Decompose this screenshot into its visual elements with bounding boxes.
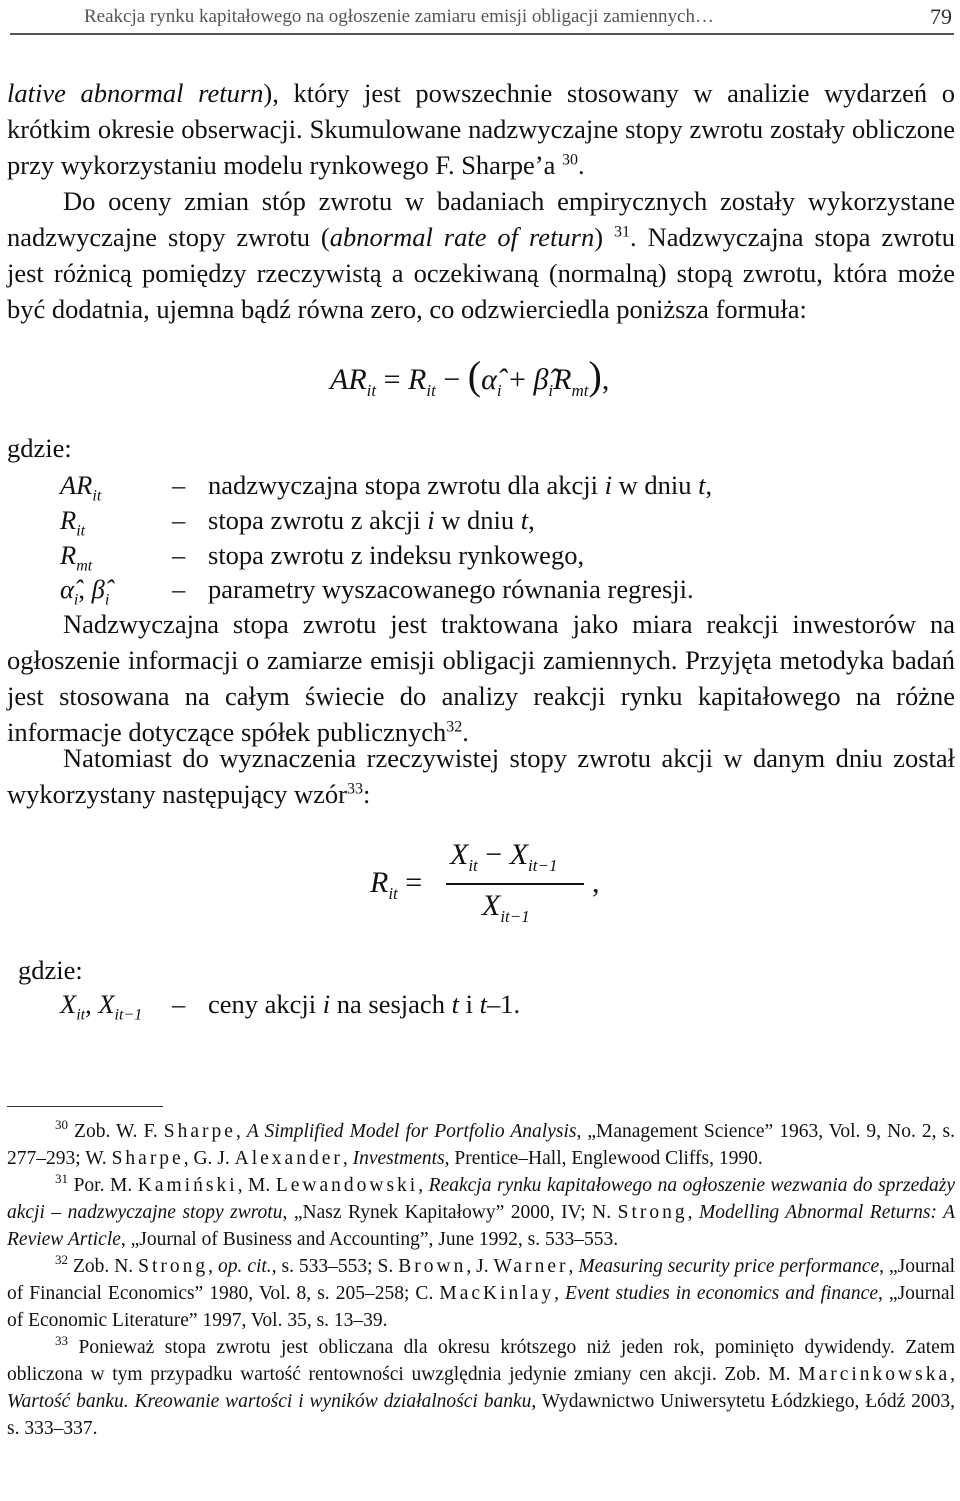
symbol-subscript: i xyxy=(73,591,79,609)
italic-term: lative abnormal return xyxy=(7,78,264,108)
footnote-text: Ponieważ stopa zwrotu jest obliczana dla okresu krótszego niż jeden rok, pominięto dywidendy. Zatem obliczona w tym przypadku wartość rentowności uwzględnia jedynie zmiany cen akcji. Zob. M. xyxy=(7,1337,956,1385)
formula-symbol: X xyxy=(509,838,529,871)
symbol-subscript: mt xyxy=(76,557,93,575)
author-name: Sharpe xyxy=(163,1121,236,1142)
footnote-text: Zob. W. F. xyxy=(74,1121,164,1142)
definition-dash: – xyxy=(172,989,186,1019)
body-paragraph-2 xyxy=(7,183,955,327)
footnote-text: , „Nasz Rynek Kapitałowy” 2000, IV; N. xyxy=(282,1202,618,1223)
paragraph-text: Nadzwyczajna stopa zwrotu jest traktowana jako miara reakcji inwestorów na ogłoszenie informacji o zamiarze emisji obligacji zamiennych. Przyjęta metodyka badań jest stosowana na całym świecie do analizy reakcji rynku kapitałowego na różne informacje dotyczące spółek publicznych xyxy=(7,609,955,747)
symbol-subscript: i xyxy=(104,591,110,609)
formula-comma xyxy=(592,866,600,900)
minus-sign: − xyxy=(485,838,503,871)
paragraph-text-end: . xyxy=(462,717,469,747)
fraction-bar xyxy=(446,883,584,885)
definition-text xyxy=(208,989,520,1020)
formula-subscript: it xyxy=(468,856,478,875)
footnote-text: , xyxy=(418,1175,429,1196)
symbol-subscript: it xyxy=(92,487,102,505)
footnote-number: 32 xyxy=(55,1252,68,1268)
fraction-denominator xyxy=(482,889,530,927)
work-title: A Simplified Model for Portfolio Analysis xyxy=(246,1121,577,1142)
page-number: 79 xyxy=(930,4,952,29)
work-title: Modelling Abnormal Returns: A Review Article xyxy=(7,1202,955,1250)
definition-text xyxy=(208,470,712,501)
fraction-numerator xyxy=(450,838,557,876)
desc-part: i xyxy=(458,989,480,1019)
desc-var: i xyxy=(427,505,435,535)
formula-subscript: it−1 xyxy=(500,907,530,926)
author-name: MacKinlay xyxy=(439,1283,555,1304)
footnote-31 xyxy=(7,1172,955,1253)
paragraph-text: ) xyxy=(594,222,604,252)
definition-text xyxy=(208,505,535,536)
definition-dash: – xyxy=(172,574,186,604)
desc-part: ceny akcji xyxy=(208,989,323,1019)
definition-row xyxy=(60,989,955,1025)
author-name: Sharpe xyxy=(111,1148,184,1169)
footnote-text: Zob. N. xyxy=(72,1256,139,1277)
paragraph-text-end: : xyxy=(362,779,371,809)
footnote-text: , xyxy=(342,1148,353,1169)
footnote-text: Por. M. xyxy=(73,1175,138,1196)
symbol-text: X xyxy=(98,989,115,1019)
symbol-subscript: it−1 xyxy=(114,1006,143,1024)
author-name: Alexander xyxy=(234,1148,343,1169)
symbol-text: R xyxy=(60,505,77,535)
formula-symbol: AR xyxy=(330,363,367,396)
definition-text: stopa zwrotu z indeksu rynkowego, xyxy=(208,540,585,570)
paragraph-text: ), który jest powszechnie stosowany w analizie wydarzeń o krótkim okresie obserwacji. Skumulowane nadzwyczajne stopy zwrotu zostały obliczone przy wykorzystaniu modelu rynkowego F. Sharpe’a xyxy=(7,78,955,180)
footnote-text: , „Journal of Financial Economics” 1980, Vol. 8, s. 205–258; C. xyxy=(7,1256,956,1304)
footnote-text: , M. xyxy=(237,1175,276,1196)
alpha-hat-symbol: α̂ xyxy=(481,363,497,396)
alpha-hat-symbol: α̂ xyxy=(60,574,74,604)
desc-var: t xyxy=(698,470,706,500)
desc-part: w dniu xyxy=(611,470,699,500)
formula-symbol: R xyxy=(408,363,427,396)
symbol-subscript: it xyxy=(76,1006,86,1024)
body-paragraph-3 xyxy=(7,606,955,750)
symbol-text: R xyxy=(60,540,77,570)
footnote-text: , „Management Science” 1963, Vol. 9, No. 2, s. 277–293; W. xyxy=(7,1121,955,1169)
desc-part: , xyxy=(705,470,713,500)
footnote-33 xyxy=(7,1334,955,1442)
formula-subscript: i xyxy=(496,381,502,400)
footnote-number: 33 xyxy=(55,1333,68,1349)
paragraph-text-end: . xyxy=(578,150,585,180)
footnote-ref-33[interactable]: 33 xyxy=(346,780,363,798)
work-title: Investments xyxy=(352,1148,445,1169)
symbol-subscript: it xyxy=(76,522,86,540)
definition-dash: – xyxy=(172,540,186,570)
formula-subscript: i xyxy=(548,381,554,400)
desc-part: , xyxy=(528,505,535,535)
formula-lhs xyxy=(370,866,422,904)
footnote-rule xyxy=(7,1106,163,1107)
definition-row xyxy=(60,505,955,541)
footnote-text: , Wydawnictwo Uniwersytetu Łódzkiego, Łódź 2003, s. 333–337. xyxy=(7,1391,955,1439)
footnote-text: , xyxy=(687,1202,699,1223)
author-name: Strong xyxy=(617,1202,688,1223)
equals-sign: = xyxy=(383,363,401,396)
abnormal-return-formula xyxy=(330,352,609,401)
footnote-ref-32[interactable]: 32 xyxy=(446,718,463,736)
work-title: Reakcja rynku kapitałowego na ogłoszenie wezwania do sprzedaży akcji – nadzwyczajne stopy zwrotu xyxy=(7,1175,955,1223)
definition-symbol xyxy=(60,574,109,609)
formula-symbol: R xyxy=(370,866,389,899)
formula-comma: , xyxy=(601,363,610,396)
desc-var: t xyxy=(451,989,459,1019)
plus-sign: + xyxy=(509,363,526,396)
formula-subscript: it−1 xyxy=(528,856,558,875)
paragraph-text: Natomiast do wyznaczenia rzeczywistej stopy zwrotu akcji w danym dniu został wykorzystany następujący wzór xyxy=(7,743,955,809)
minus-sign: − xyxy=(443,363,461,396)
formula-subscript: it xyxy=(366,381,377,400)
work-title: Event studies in economics and finance xyxy=(565,1283,878,1304)
running-header xyxy=(0,0,960,36)
formula-symbol: R xyxy=(553,363,572,396)
desc-var: t xyxy=(520,505,529,535)
footnotes xyxy=(7,1118,955,1442)
definition-symbol xyxy=(60,505,85,540)
desc-var: i xyxy=(322,989,331,1019)
paragraph-text: Do oceny zmian stóp zwrotu w badaniach empirycznych zostały wykorzystane nadzwyczajne stopy zwrotu ( xyxy=(7,186,955,252)
header-rule xyxy=(10,33,954,35)
footnote-30 xyxy=(7,1118,955,1172)
symbol-separator: , xyxy=(85,989,99,1019)
footnote-text: , xyxy=(568,1256,579,1277)
where-label: gdzie: xyxy=(18,955,83,985)
definition-symbol xyxy=(60,470,101,505)
footnote-text: , G. J. xyxy=(183,1148,235,1169)
author-name: Marcinkowska xyxy=(798,1364,951,1385)
footnote-text: , xyxy=(950,1364,955,1385)
author-name: Brown xyxy=(398,1256,467,1277)
desc-part: –1. xyxy=(486,989,521,1019)
author-name: Kamiński xyxy=(137,1175,238,1196)
body-paragraph-4 xyxy=(7,740,955,812)
beta-hat-symbol: β̂ xyxy=(533,363,549,396)
footnote-ref-31[interactable]: 31 xyxy=(614,223,631,241)
beta-hat-symbol: β̂ xyxy=(91,574,105,604)
author-name: Warner xyxy=(493,1256,569,1277)
left-paren: ( xyxy=(467,353,482,398)
footnote-text: , xyxy=(208,1256,218,1277)
definition-text: parametry wyszacowanego równania regresji. xyxy=(208,574,694,604)
desc-part: nadzwyczajna stopa zwrotu dla akcji xyxy=(208,470,605,500)
definition-row xyxy=(60,574,955,610)
right-paren: ) xyxy=(588,353,602,398)
footnote-text: , xyxy=(235,1121,247,1142)
definition-dash: – xyxy=(172,505,186,535)
symbol-separator: , xyxy=(78,574,92,604)
author-name: Strong xyxy=(138,1256,209,1277)
formula-symbol: X xyxy=(482,889,501,922)
formula-subscript: mt xyxy=(571,381,589,400)
footnote-number: 30 xyxy=(55,1117,68,1133)
work-title: op. cit. xyxy=(217,1256,272,1277)
definition-symbol xyxy=(60,989,142,1024)
equals-sign: = xyxy=(405,866,423,899)
footnote-ref-30[interactable]: 30 xyxy=(562,151,578,169)
footnote-text: , xyxy=(554,1283,566,1304)
work-title: Measuring security price performance xyxy=(578,1256,880,1277)
footnote-text: , J. xyxy=(466,1256,494,1277)
body-paragraph-1 xyxy=(7,75,955,183)
author-name: Lewandowski xyxy=(275,1175,419,1196)
symbol-text: AR xyxy=(60,470,93,500)
formula-subscript: it xyxy=(388,884,398,903)
footnote-number: 31 xyxy=(55,1171,68,1187)
formula-subscript: it xyxy=(426,381,436,400)
definition-row xyxy=(60,540,955,576)
desc-part: na sesjach xyxy=(330,989,452,1019)
formula-symbol: X xyxy=(450,838,469,871)
desc-var: i xyxy=(604,470,612,500)
symbol-text: X xyxy=(60,989,77,1019)
footnote-text: , „Journal of Business and Accounting”, June 1992, s. 533–553. xyxy=(120,1229,619,1250)
desc-var: t xyxy=(479,989,487,1019)
comma-text: , xyxy=(592,866,600,899)
definition-dash: – xyxy=(172,470,186,500)
definition-symbol xyxy=(60,540,92,575)
italic-term: abnormal rate of return xyxy=(329,222,595,252)
desc-part: stopa zwrotu z akcji xyxy=(208,505,428,535)
footnote-text: , Prentice–Hall, Englewood Cliffs, 1990. xyxy=(444,1148,763,1169)
where-label: gdzie: xyxy=(7,433,72,463)
desc-part: w dniu xyxy=(434,505,521,535)
work-title: Wartość banku. Kreowanie wartości i wyników działalności banku xyxy=(7,1391,532,1412)
paragraph-text: . Nadzwyczajna stopa zwrotu jest różnicą pomiędzy rzeczywistą a oczekiwaną (normalną) stopą zwrotu, która może być dodatnia, ujemna bądź równa zero, co odzwierciedla poniższa formuła: xyxy=(7,222,955,324)
header-title: Reakcja rynku kapitałowego na ogłoszenie zamiaru emisji obligacji zamiennych… xyxy=(84,6,714,27)
footnote-text: , s. 533–553; S. xyxy=(271,1256,399,1277)
footnote-text: , „Journal of Economic Literature” 1997, Vol. 35, s. 13–39. xyxy=(7,1283,955,1331)
definition-row xyxy=(60,470,955,506)
footnote-32 xyxy=(7,1253,955,1334)
